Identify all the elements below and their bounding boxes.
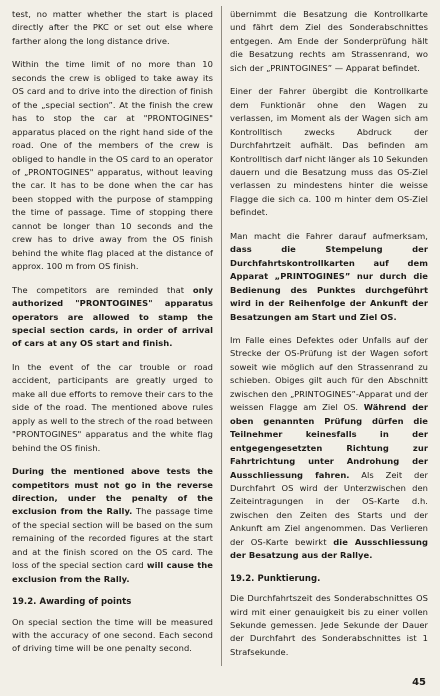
section-heading: 19.2. Punktierung.: [230, 573, 321, 584]
paragraph-text: The competitors are reminded that: [12, 284, 193, 295]
paragraph: test, no matter whether the start is placed directly after the PKC or set out else where farther along the long distance drive.: [12, 9, 213, 46]
paragraph: Einer der Fahrer übergibt die Kontrollkarte dem Funktionär ohne den Wagen zu verlassen, im Moment als der Wagen sich am Kontrolltisch zwecks Abdruck der Durchfahrtzeit aufhält. Das befinden am Kontrolltisch darf nicht länger als 10 Sekunden dauern und die Besatzung muss das OS-Ziel verlassen zu mindestens hinter die weisse Flagge die sich ca. 100 m hinter dem OS-Ziel befindet.: [230, 86, 428, 218]
emphasis-text: will cause the exclusion from the Rally.: [12, 560, 213, 584]
paragraph-text: Als Zeit der Durchfahrt OS wird der Unterzwischen den Zeiteintragungen in der OS-Karte d.h. zwischen den Zeiten des Starts und der Ankunft am Ziel angenommen. Das Verlieren der OS-Karte bewirkt: [230, 469, 428, 547]
paragraph: [230, 334, 428, 563]
section-heading: 19.2. Awarding of points: [12, 597, 132, 608]
english-column: [12, 8, 213, 666]
paragraph: [12, 284, 213, 351]
paragraph: In the event of the car trouble or road accident, participants are greatly urged to make all due efforts to remove their cars to the side of the road. The mentioned above rules apply as well to the strech of the road between "PRONTOGINES" apparatus and the white flag behind the OS finish.: [12, 361, 213, 453]
paragraph-text: Man macht die Fahrer darauf aufmerksam,: [230, 230, 428, 241]
emphasis-text: Während der oben genannten Prüfung dürfen die Teilnehmer keinesfalls in der entgegengesetzten Richtung zur Fahrtrichtung unter Androhung der Ausschliessung fahren.: [230, 402, 429, 480]
emphasis-text: only authorized "PRONTOGINES" apparatus operators are allowed to stamp the special section cards, in order of arrival of cars at any OS start and finish.: [12, 284, 213, 349]
emphasis-text: During the mentioned above tests the competitors must not go in the reverse direction, under the penalty of the exclusion from the Rally.: [12, 466, 213, 517]
paragraph: [12, 465, 213, 586]
paragraph: [230, 230, 428, 324]
paragraph-text: Im Falle eines Defektes oder Unfalls auf der Strecke der OS-Prüfung ist der Wagen sofort soweit wie möglich auf den Strassenrand zu schieben. Obiges gilt auch für den Abschnitt zwischen den „PRINTOGINES”-Apparat und der weissen Flagge am Ziel OS.: [230, 334, 428, 413]
german-column: [230, 8, 428, 669]
page-number: 45: [412, 677, 426, 688]
paragraph-text: The passage time of the special section will be based on the sum remaining of the recorded figures at the start and at the finish scored on the OS card. The loss of the special section card: [12, 506, 213, 571]
paragraph: On special section the time will be measured with the accuracy of one second. Each second of driving time will be one penalty second.: [12, 616, 213, 654]
paragraph: übernimmt die Besatzung die Kontrollkarte und fährt dem Ziel des Sonderabschnittes entgegen. Am Ende der Sonderprüfung hält die Besatzung rechts am Strassenrand, wo sich der „PRINTOGINES” — Apparat befindet.: [230, 9, 428, 73]
column-divider: [221, 6, 222, 666]
emphasis-text: die Ausschliessung der Besatzung aus der Rallye.: [230, 536, 428, 561]
paragraph: Within the time limit of no more than 10 seconds the crew is obliged to take away its OS card and to drive into the direction of finish of the „special section”. At the finish the crew has to stop the car at "PRONTOGINES" apparatus placed on the right hand side of the road. One of the members of the crew is obliged to handle in the OS card to an operator of „PRONTOGINES" apparatus, without leaving the car. It has to be done when the car has been stopped with the purpose of stampping the time of passage. Time of stopping there cannot be longer than 10 seconds and the crew has to drive away from the OS finish behind the white flag placed at the distance of approx. 100 m from OS finish.: [12, 59, 213, 272]
emphasis-text: dass die Stempelung der Durchfahrtskontrollkarten auf dem Apparat „PRINTOGINES” nur durch die Bedienung des Punktes durchgeführt wird in der Reihenfolge der Ankunft der Besatzungen am Start und Ziel OS.: [230, 244, 428, 322]
paragraph: Die Durchfahrtszeit des Sonderabschnittes OS wird mit einer genauigkeit bis zu einer vollen Sekunde gemessen. Jede Sekunde der Dauer der Durchfahrt des Sonderabschnittes ist 1 Strafsekunde.: [230, 593, 428, 657]
